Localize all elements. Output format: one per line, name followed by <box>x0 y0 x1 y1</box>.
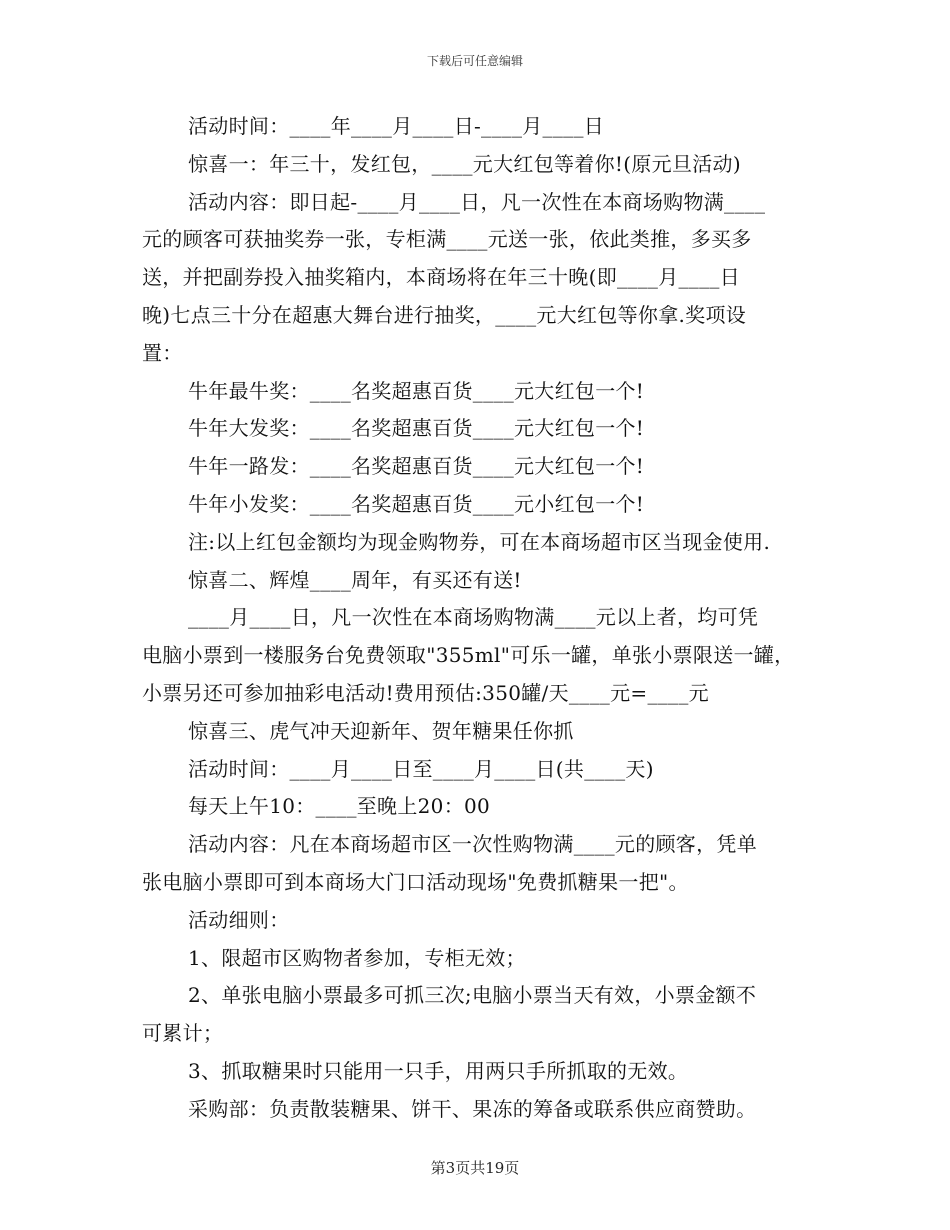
text-line: 活动细则： <box>188 907 290 932</box>
text-line: 活动内容：即日起-____月____日，凡一次性在本商场购物满____ <box>188 189 766 214</box>
text-line: 2、单张电脑小票最多可抓三次;电脑小票当天有效，小票金额不 <box>188 983 757 1008</box>
text-line: 注:以上红包金额均为现金购物券，可在本商场超市区当现金使用. <box>188 529 771 554</box>
text-line: 活动内容：凡在本商场超市区一次性购物满____元的顾客，凭单 <box>188 832 757 857</box>
text-line: 电脑小票到一楼服务台免费领取"355ml"可乐一罐，单张小票限送一罐， <box>142 643 795 668</box>
text-line: 牛年最牛奖：____名奖超惠百货____元大红包一个! <box>188 378 645 403</box>
page-header: 下载后可任意编辑 <box>426 54 523 68</box>
text-line: 1、限超市区购物者参加，专柜无效； <box>188 945 526 970</box>
text-line: 每天上午10：____至晚上20：00 <box>188 794 491 819</box>
text-line: 惊喜三、虎气冲天迎新年、贺年糖果任你抓 <box>188 718 574 743</box>
text-line: 牛年一路发：____名奖超惠百货____元大红包一个! <box>188 454 645 479</box>
text-line: 小票另还可参加抽彩电活动!费用预估:350罐/天____元=____元 <box>142 680 709 705</box>
text-line: 晚)七点三十分在超惠大舞台进行抽奖，____元大红包等你拿.奖项设 <box>142 302 747 327</box>
text-line: 牛年大发奖：____名奖超惠百货____元大红包一个! <box>188 416 645 441</box>
text-line: 惊喜一：年三十，发红包，____元大红包等着你!(原元旦活动) <box>188 151 741 176</box>
text-line: 元的顾客可获抽奖券一张，专柜满____元送一张，依此类推，多买多 <box>142 227 752 252</box>
text-line: 活动时间：____年____月____日-____月____日 <box>188 114 605 138</box>
text-line: 张电脑小票即可到本商场大门口活动现场"免费抓糖果一把"。 <box>142 869 689 894</box>
text-line: 置： <box>142 340 183 365</box>
page-footer: 第3页共19页 <box>430 1159 520 1177</box>
text-line: ____月____日，凡一次性在本商场购物满____元以上者，均可凭 <box>188 605 759 630</box>
document-body <box>142 108 818 1129</box>
text-line: 采购部：负责散装糖果、饼干、果冻的筹备或联系供应商赞助。 <box>188 1096 757 1121</box>
text-line: 3、抓取糖果时只能用一只手，用两只手所抓取的无效。 <box>188 1058 689 1083</box>
text-line: 送，并把副券投入抽奖箱内，本商场将在年三十晚(即____月____日 <box>142 265 741 290</box>
text-line: 牛年小发奖：____名奖超惠百货____元小红包一个! <box>188 491 645 516</box>
text-line: 惊喜二、辉煌____周年，有买还有送! <box>188 567 522 592</box>
text-line: 活动时间：____月____日至____月____日(共____天) <box>188 756 654 781</box>
text-line: 可累计； <box>142 1021 224 1046</box>
